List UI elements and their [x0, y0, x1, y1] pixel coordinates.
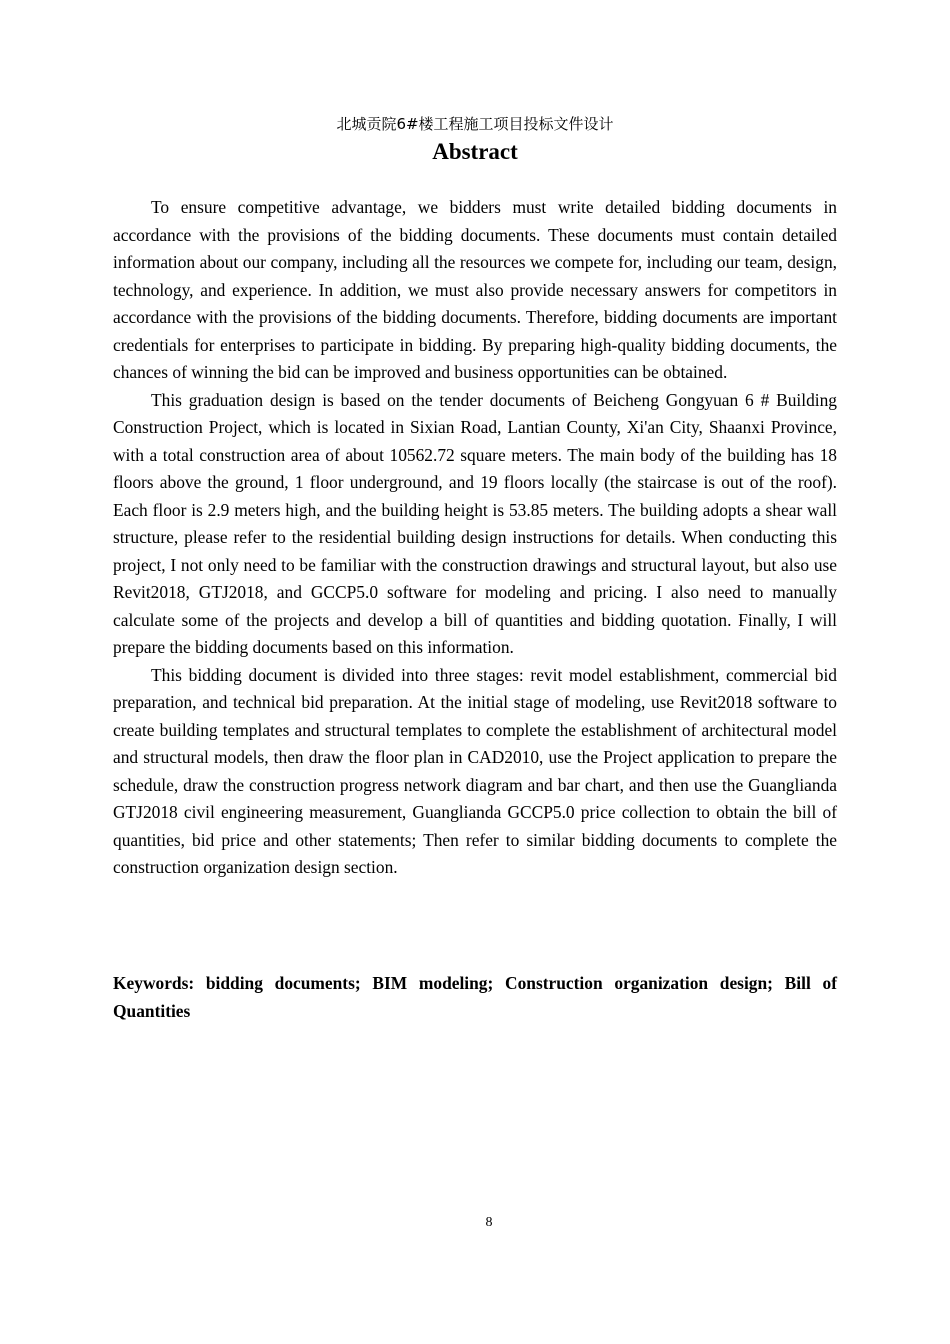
abstract-paragraph-2: This graduation design is based on the tender documents of Beicheng Gongyuan 6 # Building Construction Project, which is located in Sixian Road, Lantian County, Xi'an City, Shaanxi Province, with a total construction area of about 10562.72 square meters. The main body of the building has 18 floors above the ground, 1 floor underground, and 19 floors locally (the staircase is out of the roof). Each floor is 2.9 meters high, and the building height is 53.85 meters. The building adopts a shear wall structure, please refer to the residential building design instructions for details. When conducting this project, I not only need to be familiar with the construction drawings and structural layout, but also use Revit2018, GTJ2018, and GCCP5.0 software for modeling and pricing. I also need to manually calculate some of the projects and develop a bill of quantities and bidding quotation. Finally, I will prepare the bidding documents based on this information. — [113, 389, 837, 657]
page-number: 8 — [485, 1215, 493, 1230]
abstract-paragraph-3: This bidding document is divided into three stages: revit model establishment, commercial bid preparation, and technical bid preparation. At the initial stage of modeling, use Revit2018 software to create building templates and structural templates to complete the establishment of architectural model and structural models, then draw the floor plan in CAD2010, use the Project application to prepare the schedule, draw the construction progress network diagram and bar chart, and then use the Guanglianda GTJ2018 civil engineering measurement, Guanglianda GCCP5.0 price collection to obtain the bill of quantities, bid price and other statements; Then refer to similar bidding documents to complete the construction organization design section. — [113, 664, 837, 877]
keywords: Keywords: bidding documents; BIM modeling; Construction organization design; Bill of Quantities — [113, 973, 837, 1021]
abstract-paragraph-1: To ensure competitive advantage, we bidders must write detailed bidding documents in accordance with the provisions of the bidding documents. These documents must contain detailed information about our company, including all the resources we compete for, including our team, design, technology, and experience. In addition, we must also provide necessary answers for competitors in accordance with the provisions of the bidding documents. Therefore, bidding documents are important credentials for enterprises to participate in bidding. By preparing high-quality bidding documents, the chances of winning the bid can be improved and business opportunities can be obtained. — [113, 197, 837, 382]
abstract-title: Abstract — [432, 139, 518, 164]
abstract-body — [113, 194, 837, 882]
running-header: 北城贡院6#楼工程施工项目投标文件设计 — [336, 115, 614, 133]
